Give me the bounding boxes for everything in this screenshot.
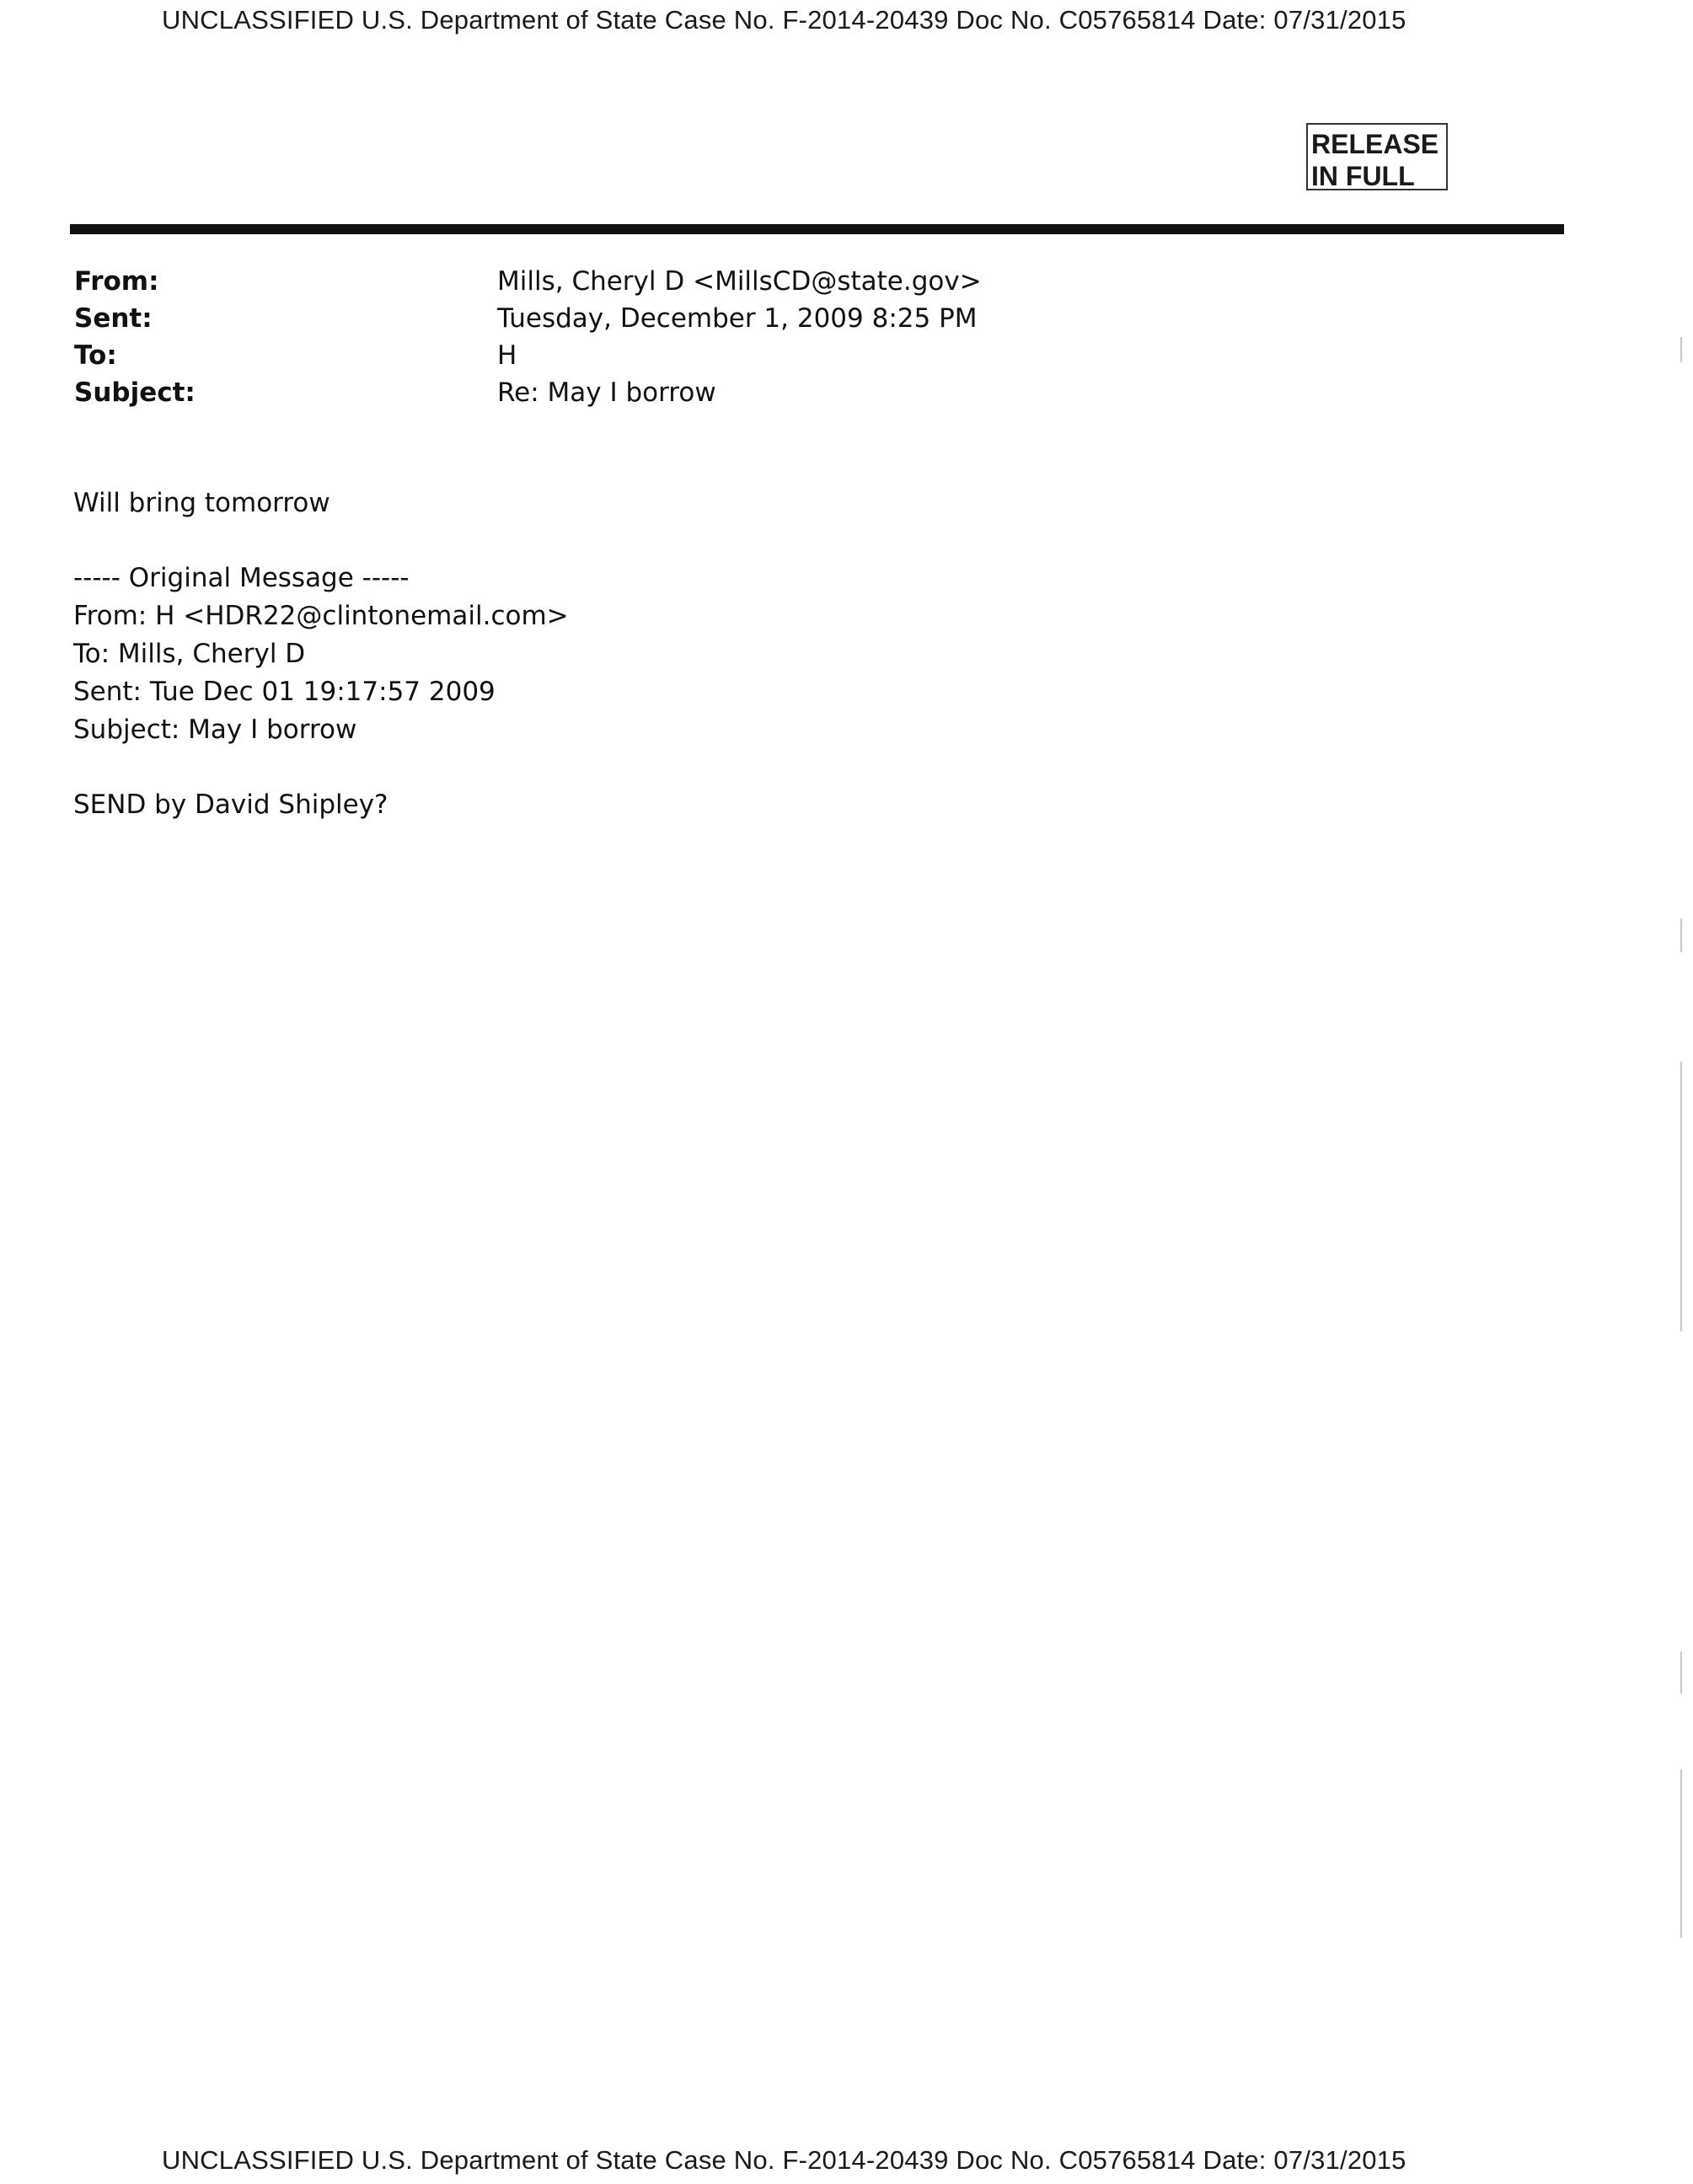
to-value: H [497,340,517,371]
classification-stamp-top: UNCLASSIFIED U.S. Department of State Case No. F-2014-20439 Doc No. C05765814 Date: 07/31/2015 [162,5,1406,35]
original-sent-line: Sent: Tue Dec 01 19:17:57 2009 [73,677,496,707]
sent-label: Sent: [74,303,153,334]
scan-margin-mark [1680,337,1682,362]
release-stamp-line-2: IN FULL [1311,161,1415,191]
original-from-line: From: H <HDR22@clintonemail.com> [73,601,569,631]
scan-margin-mark [1680,1769,1682,1938]
scan-margin-mark [1680,918,1682,952]
reply-body-text: Will bring tomorrow [73,488,330,518]
release-in-full-stamp [1306,123,1448,190]
original-subject-line: Subject: May I borrow [73,715,357,745]
original-message-block [73,559,569,749]
scan-margin-mark [1680,1651,1682,1694]
release-stamp-line-1: RELEASE [1311,129,1439,159]
scan-margin-mark [1680,1062,1682,1331]
from-value: Mills, Cheryl D <MillsCD@state.gov> [497,266,982,297]
classification-stamp-bottom: UNCLASSIFIED U.S. Department of State Case No. F-2014-20439 Doc No. C05765814 Date: 07/31/2015 [162,2145,1406,2175]
subject-label: Subject: [74,377,196,408]
to-label: To: [74,340,117,371]
header-divider-rule [70,224,1564,234]
original-body-text: SEND by David Shipley? [73,790,388,820]
sent-value: Tuesday, December 1, 2009 8:25 PM [497,303,978,334]
original-message-divider: ----- Original Message ----- [73,563,410,593]
subject-value: Re: May I borrow [497,377,716,408]
from-label: From: [74,266,159,297]
original-to-line: To: Mills, Cheryl D [73,639,306,669]
